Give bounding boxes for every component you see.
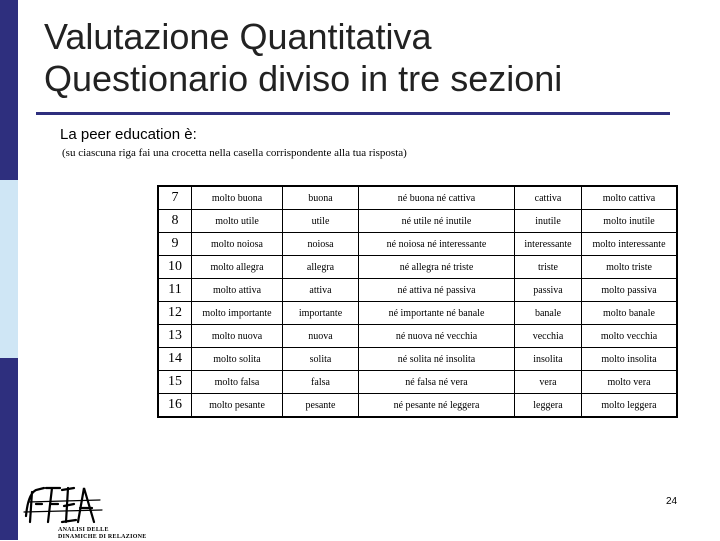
option-negative-cell[interactable]: vecchia — [515, 325, 582, 348]
option-very-negative-cell[interactable]: molto interessante — [582, 233, 678, 256]
option-neutral-cell[interactable]: né falsa né vera — [359, 371, 515, 394]
option-neutral-cell[interactable]: né solita né insolita — [359, 348, 515, 371]
option-very-negative-cell[interactable]: molto triste — [582, 256, 678, 279]
option-very-negative-cell[interactable]: molto cattiva — [582, 186, 678, 210]
option-negative-cell[interactable]: interessante — [515, 233, 582, 256]
option-neutral-cell[interactable]: né allegra né triste — [359, 256, 515, 279]
table-row — [158, 279, 677, 302]
option-very-positive-cell[interactable]: molto nuova — [192, 325, 283, 348]
option-neutral-cell[interactable]: né pesante né leggera — [359, 394, 515, 418]
section-heading: La peer education è: — [60, 126, 197, 143]
option-negative-cell[interactable]: inutile — [515, 210, 582, 233]
option-very-positive-cell[interactable]: molto buona — [192, 186, 283, 210]
table-row — [158, 325, 677, 348]
side-bar-bottom-segment — [0, 358, 18, 540]
logo-caption-line1: ANALISI DELLE — [58, 527, 109, 533]
logo-caption-line2: DINAMICHE DI RELAZIONE — [58, 534, 147, 540]
slide-title-line2: Questionario diviso in tre sezioni — [44, 58, 563, 99]
table-row — [158, 348, 677, 371]
question-number-cell: 12 — [158, 302, 192, 325]
option-very-positive-cell[interactable]: molto utile — [192, 210, 283, 233]
option-very-negative-cell[interactable]: molto passiva — [582, 279, 678, 302]
option-positive-cell[interactable]: allegra — [283, 256, 359, 279]
table-row — [158, 210, 677, 233]
table-row — [158, 186, 677, 210]
option-very-positive-cell[interactable]: molto importante — [192, 302, 283, 325]
option-positive-cell[interactable]: utile — [283, 210, 359, 233]
option-positive-cell[interactable]: pesante — [283, 394, 359, 418]
option-negative-cell[interactable]: insolita — [515, 348, 582, 371]
option-negative-cell[interactable]: leggera — [515, 394, 582, 418]
option-very-negative-cell[interactable]: molto inutile — [582, 210, 678, 233]
question-number-cell: 16 — [158, 394, 192, 418]
option-very-positive-cell[interactable]: molto attiva — [192, 279, 283, 302]
option-positive-cell[interactable]: noiosa — [283, 233, 359, 256]
slide-title — [44, 16, 562, 100]
survey-table — [157, 185, 678, 418]
option-negative-cell[interactable]: triste — [515, 256, 582, 279]
option-positive-cell[interactable]: falsa — [283, 371, 359, 394]
question-number-cell: 11 — [158, 279, 192, 302]
question-number-cell: 7 — [158, 186, 192, 210]
option-very-negative-cell[interactable]: molto vera — [582, 371, 678, 394]
table-row — [158, 394, 677, 418]
option-very-positive-cell[interactable]: molto noiosa — [192, 233, 283, 256]
option-very-positive-cell[interactable]: molto solita — [192, 348, 283, 371]
option-neutral-cell[interactable]: né importante né banale — [359, 302, 515, 325]
table-row — [158, 302, 677, 325]
option-neutral-cell[interactable]: né noiosa né interessante — [359, 233, 515, 256]
question-number-cell: 9 — [158, 233, 192, 256]
option-negative-cell[interactable]: banale — [515, 302, 582, 325]
side-decoration-bar — [0, 0, 18, 540]
side-bar-top-segment — [0, 0, 18, 180]
option-positive-cell[interactable]: solita — [283, 348, 359, 371]
option-neutral-cell[interactable]: né nuova né vecchia — [359, 325, 515, 348]
option-very-positive-cell[interactable]: molto falsa — [192, 371, 283, 394]
option-very-negative-cell[interactable]: molto banale — [582, 302, 678, 325]
option-neutral-cell[interactable]: né attiva né passiva — [359, 279, 515, 302]
question-number-cell: 14 — [158, 348, 192, 371]
option-very-negative-cell[interactable]: molto leggera — [582, 394, 678, 418]
option-negative-cell[interactable]: passiva — [515, 279, 582, 302]
table-row — [158, 371, 677, 394]
option-neutral-cell[interactable]: né buona né cattiva — [359, 186, 515, 210]
logo-caption — [58, 527, 147, 541]
side-bar-middle-segment — [0, 180, 18, 358]
option-negative-cell[interactable]: vera — [515, 371, 582, 394]
table-row — [158, 256, 677, 279]
option-very-positive-cell[interactable]: molto allegra — [192, 256, 283, 279]
option-negative-cell[interactable]: cattiva — [515, 186, 582, 210]
question-number-cell: 10 — [158, 256, 192, 279]
title-divider — [36, 112, 670, 115]
question-number-cell: 15 — [158, 371, 192, 394]
instruction-text: (su ciascuna riga fai una crocetta nella casella corrispondente alla tua risposta) — [62, 147, 407, 159]
option-positive-cell[interactable]: attiva — [283, 279, 359, 302]
question-number-cell: 8 — [158, 210, 192, 233]
option-very-negative-cell[interactable]: molto vecchia — [582, 325, 678, 348]
slide-title-line1: Valutazione Quantitativa — [44, 16, 432, 57]
option-positive-cell[interactable]: buona — [283, 186, 359, 210]
option-positive-cell[interactable]: importante — [283, 302, 359, 325]
page-number: 24 — [666, 496, 678, 507]
option-neutral-cell[interactable]: né utile né inutile — [359, 210, 515, 233]
option-very-positive-cell[interactable]: molto pesante — [192, 394, 283, 418]
option-positive-cell[interactable]: nuova — [283, 325, 359, 348]
option-very-negative-cell[interactable]: molto insolita — [582, 348, 678, 371]
question-number-cell: 13 — [158, 325, 192, 348]
table-row — [158, 233, 677, 256]
